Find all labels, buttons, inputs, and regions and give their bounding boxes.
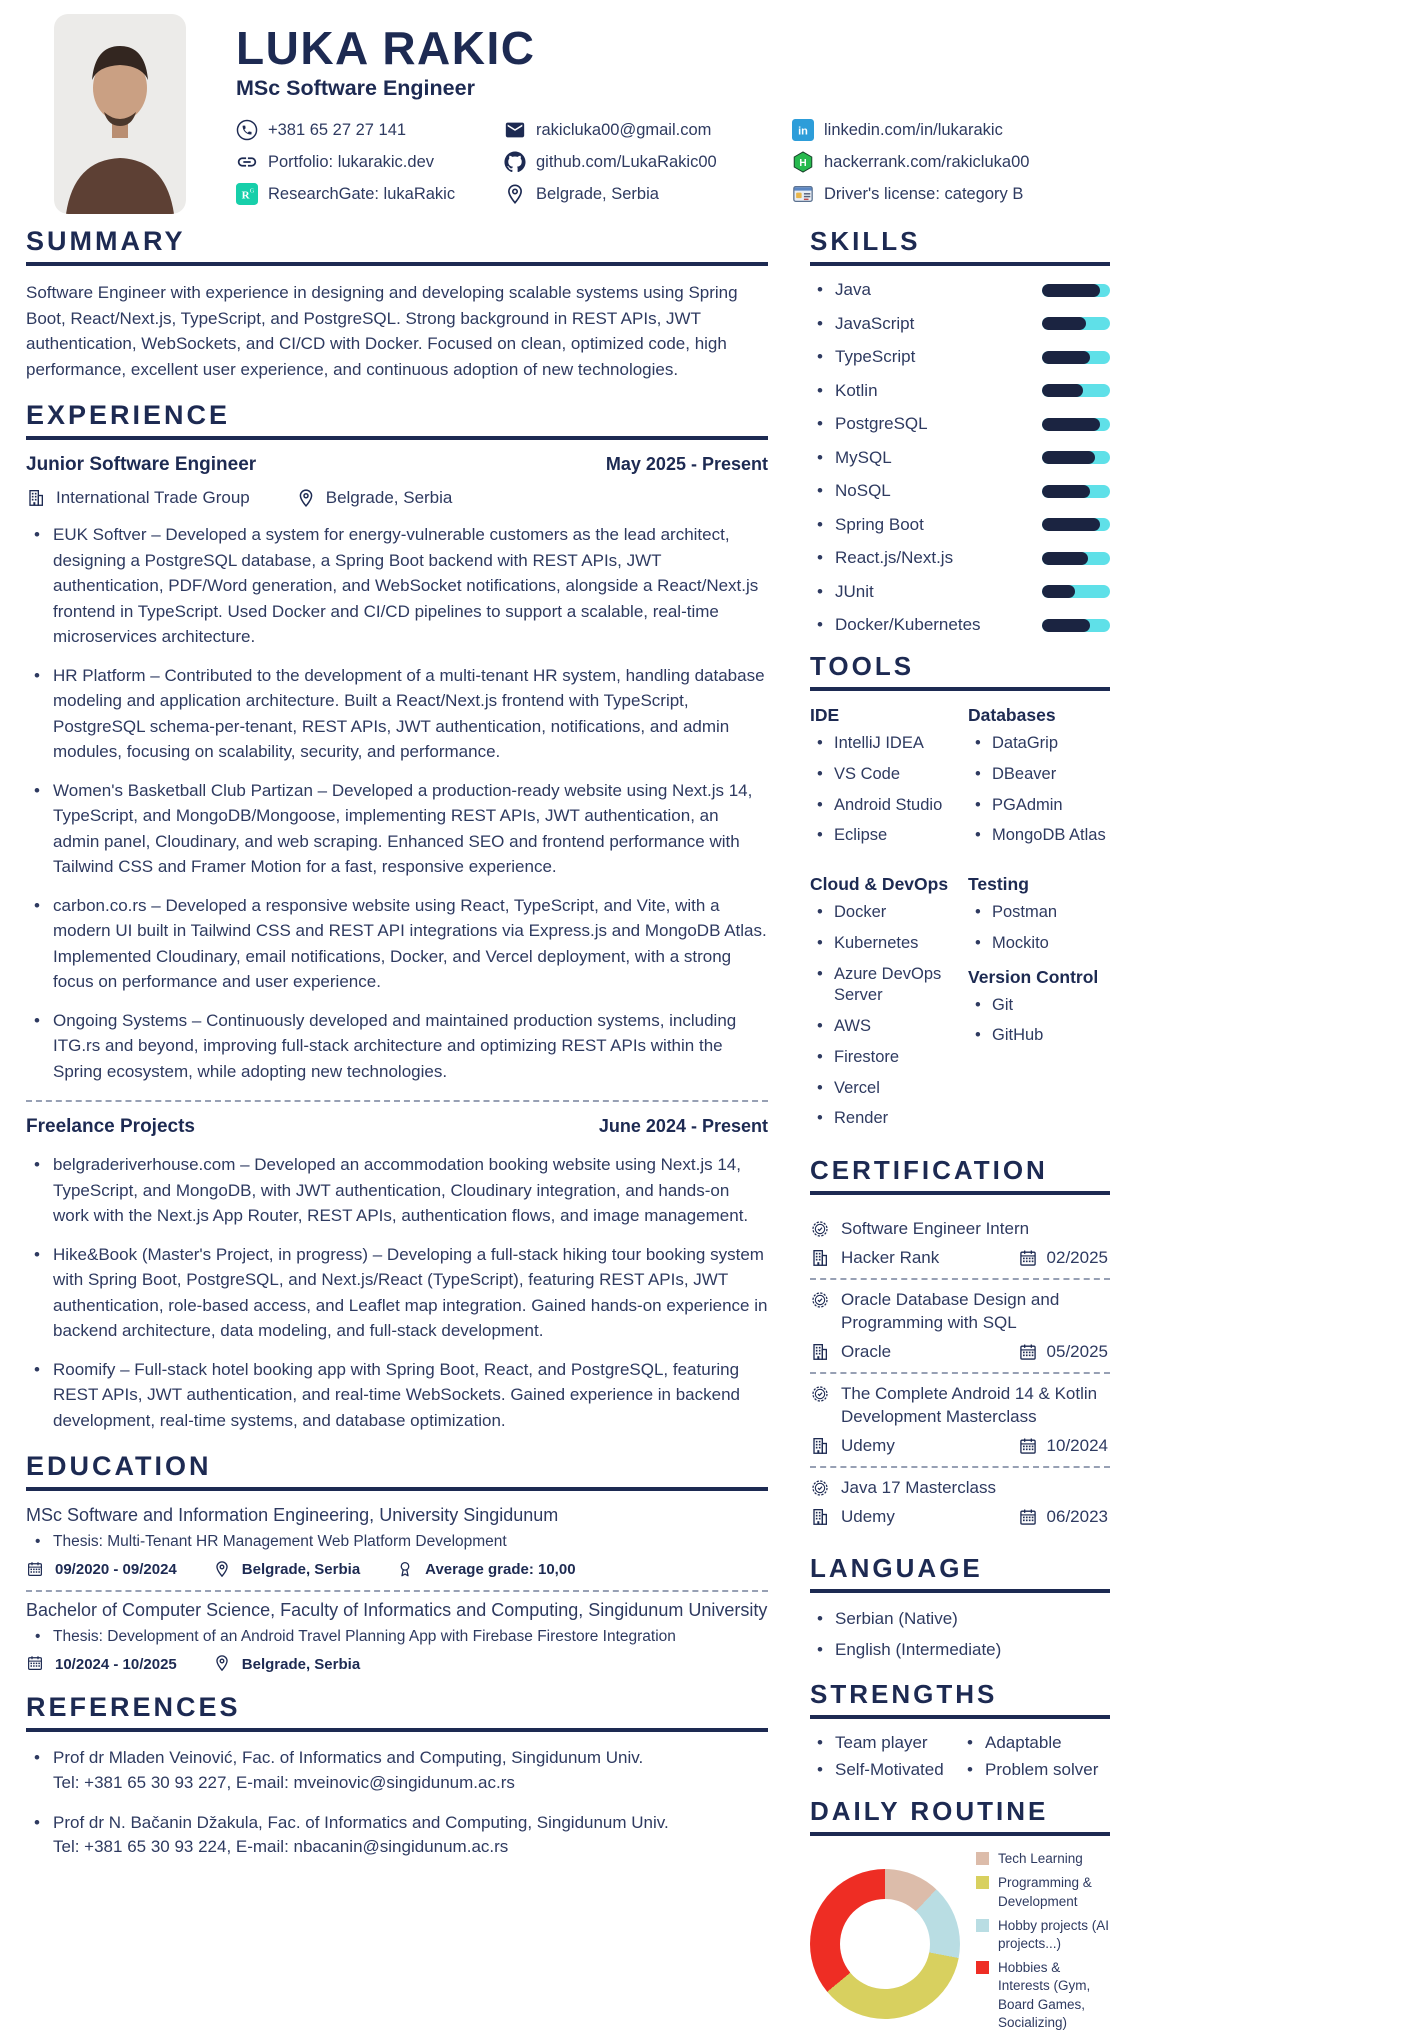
freelance-title: Freelance Projects: [26, 1116, 195, 1137]
tools-group-testing: [968, 874, 1110, 955]
skill-bar: [1042, 317, 1110, 330]
legend-item: [976, 1850, 1110, 1868]
skill-bar-fill: [1042, 619, 1090, 632]
skill-bar-fill: [1042, 518, 1100, 531]
skill-row: [810, 548, 1110, 568]
strength-item: • Self-Motivated: [810, 1760, 960, 1780]
certification-meta: [810, 1342, 1110, 1362]
skill-name: • Kotlin: [810, 381, 1042, 401]
job-location: [296, 488, 453, 508]
contact-location: [504, 183, 776, 205]
reference-item: [26, 1811, 768, 1860]
calendar-icon: [26, 1560, 46, 1580]
freelance-bullet: • Roomify – Full-stack hotel booking app with Spring Boot, React, and PostgreSQL, featuring REST APIs, JWT authentication, and real-time WebSockets. Gained experience in backend development, real-time systems, and database optimization.: [26, 1357, 768, 1434]
certification-issuer: Udemy: [810, 1436, 895, 1456]
link-icon: [236, 151, 258, 173]
certification-title: Software Engineer Intern: [841, 1219, 1030, 1239]
tool-item: • Kubernetes: [810, 933, 962, 955]
location-icon: [504, 183, 526, 205]
daily-routine-chart: [810, 1850, 1110, 2038]
skill-bar-fill: [1042, 284, 1100, 297]
linkedin-icon: [792, 119, 814, 141]
education-heading: EDUCATION: [26, 1451, 768, 1491]
person-name: LUKA RAKIC: [236, 22, 536, 74]
building-icon: [810, 1507, 830, 1527]
certification-section: [810, 1155, 1110, 1537]
legend-swatch: [976, 1852, 989, 1865]
legend-swatch: [976, 1961, 989, 1974]
tools-group-cloud-devops: [810, 874, 962, 1139]
tools-group-version-control: [968, 967, 1110, 1048]
reference-contact: Tel: +381 65 30 93 227, E-mail: mveinovic@singidunum.ac.rs: [53, 1773, 515, 1793]
skill-row: [810, 347, 1110, 367]
tools-group-title: Databases: [968, 705, 1056, 725]
skill-bar-fill: [1042, 552, 1088, 565]
phone-icon: [236, 119, 258, 141]
reference-name: • Prof dr Mladen Veinović, Fac. of Informatics and Computing, Singidunum Univ.: [53, 1748, 644, 1768]
tools-grid: [810, 705, 1110, 1139]
medal-icon: [396, 1560, 416, 1580]
legend-swatch: [976, 1919, 989, 1932]
tools-heading: TOOLS: [810, 651, 1110, 691]
tool-item: • DataGrip: [968, 733, 1110, 755]
education-grade: Average grade: 10,00: [396, 1560, 575, 1580]
certification-date: 06/2023: [1018, 1507, 1110, 1527]
building-icon: [810, 1342, 830, 1362]
calendar-icon: [1018, 1507, 1038, 1527]
certification-entry: [810, 1278, 1110, 1372]
strength-item: • Adaptable: [960, 1733, 1110, 1753]
skill-bar: [1042, 552, 1110, 565]
skill-bar-fill: [1042, 351, 1090, 364]
job-title: Junior Software Engineer: [26, 454, 257, 475]
tool-item: • Azure DevOps Server: [810, 964, 962, 1008]
freelance-bullet-list: [26, 1152, 768, 1433]
location-icon: [213, 1654, 233, 1674]
skill-bar: [1042, 384, 1110, 397]
job-company-text: International Trade Group: [56, 488, 250, 507]
contact-github[interactable]: [504, 151, 776, 173]
references-list: [26, 1746, 768, 1860]
strength-item: • Problem solver: [960, 1760, 1110, 1780]
tools-group-stack: [968, 874, 1110, 1139]
tool-item: • AWS: [810, 1016, 962, 1038]
skill-bar: [1042, 619, 1110, 632]
job-bullet-list: [26, 522, 768, 1084]
freelance-header: [26, 1116, 768, 1138]
education-meta: [26, 1560, 768, 1580]
svg-text:in: in: [798, 125, 808, 138]
researchgate-icon: [236, 183, 258, 205]
svg-text:H: H: [799, 158, 807, 170]
certification-entry: [810, 1372, 1110, 1466]
rosette-icon: [810, 1219, 830, 1239]
legend-label: Hobby projects (AI projects...): [998, 1917, 1110, 1951]
skill-name: • JavaScript: [810, 314, 1042, 334]
contact-portfolio-text[interactable]: Portfolio: lukarakic.dev: [268, 152, 434, 171]
contact-hackerrank[interactable]: [792, 151, 1414, 173]
calendar-icon: [1018, 1248, 1038, 1268]
education-thesis: • Thesis: Development of an Android Travel Planning App with Firebase Firestore Integration: [26, 1626, 768, 1648]
certification-issuer: Hacker Rank: [810, 1248, 939, 1268]
job-bullet: • HR Platform – Contributed to the development of a multi-tenant HR system, handling database modeling and application architecture. Built a React/Next.js frontend with TypeScript, PostgreSQL schema-per-tenant, REST APIs, JWT authentication, notifications, and admin modules, focusing on scalability, security, and performance.: [26, 663, 768, 765]
job-dates: May 2025 - Present: [605, 454, 768, 474]
daily-routine-section: [810, 1796, 1110, 2038]
location-icon: [296, 488, 316, 508]
freelance-dates: June 2024 - Present: [598, 1116, 768, 1136]
job-location-text: Belgrade, Serbia: [325, 488, 453, 507]
contact-phone-text: +381 65 27 27 141: [268, 120, 407, 139]
education-thesis: • Thesis: Multi-Tenant HR Management Web Platform Development: [26, 1531, 768, 1553]
skill-bar: [1042, 351, 1110, 364]
contact-drivers-license-text: Driver's license: category B: [824, 184, 1024, 203]
language-list: [810, 1607, 1110, 1663]
reference-contact: Tel: +381 65 30 93 224, E-mail: nbacanin@singidunum.ac.rs: [53, 1837, 509, 1857]
skill-bar-fill: [1042, 485, 1090, 498]
contact-researchgate-text[interactable]: ResearchGate: lukaRakic: [268, 184, 456, 203]
skill-row: [810, 582, 1110, 602]
calendar-icon: [26, 1654, 46, 1674]
id-card-icon: [792, 183, 814, 205]
education-degree: Bachelor of Computer Science, Faculty of Informatics and Computing, Singidunum University: [26, 1599, 768, 1620]
summary-section: [26, 226, 768, 382]
tool-item: • PGAdmin: [968, 795, 1110, 817]
skill-row: [810, 280, 1110, 300]
skill-name: • NoSQL: [810, 481, 1042, 501]
tool-item: • DBeaver: [968, 764, 1110, 786]
github-icon: [504, 151, 526, 173]
skill-bar-fill: [1042, 384, 1083, 397]
tools-group-title: IDE: [810, 705, 840, 725]
reference-name: • Prof dr N. Bačanin Džakula, Fac. of Informatics and Computing, Singidunum Univ.: [53, 1812, 669, 1832]
tool-item: • IntelliJ IDEA: [810, 733, 962, 755]
skill-bar: [1042, 418, 1110, 431]
skill-bar: [1042, 451, 1110, 464]
skill-bar-fill: [1042, 451, 1095, 464]
job-bullet: • EUK Softver – Developed a system for energy-vulnerable customers as the lead architect, designing a PostgreSQL database, a Spring Boot backend with REST APIs, JWT authentication, PDF/Word generation, and WebSocket notifications, alongside a React/Next.js frontend in TypeScript. Used Docker and CI/CD pipelines to support a scalable, real-time microservices architecture.: [26, 522, 768, 650]
tool-item: • Vercel: [810, 1078, 962, 1100]
right-column: [810, 220, 1110, 2038]
header: [0, 0, 1414, 214]
freelance-bullet: • Hike&Book (Master's Project, in progress) – Developing a full-stack hiking tour booking system with Spring Boot, PostgreSQL, and Next.js/React (TypeScript), featuring REST APIs, JWT authentication, role-based access, and Leaflet map integration. Gained hands-on experience in backend architecture, data modeling, and full-stack development.: [26, 1242, 768, 1344]
svg-text:G: G: [249, 188, 255, 195]
summary-heading: SUMMARY: [26, 226, 768, 266]
tools-group-ide: [810, 705, 962, 856]
reference-item: [26, 1746, 768, 1795]
strength-item: • Team player: [810, 1733, 960, 1753]
education-meta: [26, 1654, 768, 1674]
strengths-grid: [810, 1733, 1110, 1780]
skill-name: • React.js/Next.js: [810, 548, 1042, 568]
skill-bar-fill: [1042, 585, 1075, 598]
rosette-icon: [810, 1290, 830, 1310]
certification-title-row: [810, 1289, 1110, 1335]
daily-routine-heading: DAILY ROUTINE: [810, 1796, 1110, 1836]
contact-email[interactable]: [504, 119, 776, 141]
header-main: [236, 14, 1414, 214]
certification-issuer: Oracle: [810, 1342, 891, 1362]
contact-drivers-license: [792, 183, 1414, 205]
references-heading: REFERENCES: [26, 1692, 768, 1732]
section-divider: [26, 1100, 768, 1102]
certification-meta: [810, 1436, 1110, 1456]
skill-row: [810, 448, 1110, 468]
contact-hackerrank-text[interactable]: hackerrank.com/rakicluka00: [824, 152, 1030, 171]
job-bullet: • carbon.co.rs – Developed a responsive website using React, TypeScript, and Vite, with a modern UI built in Tailwind CSS and REST API integrations via Express.js and MongoDB Atlas. Implemented Cloudinary, email notifications, Docker, and Vercel deployment, with a strong focus on performance and user experience.: [26, 893, 768, 995]
job-bullet: • Ongoing Systems – Continuously developed and maintained production systems, including ITG.rs and beyond, improving full-stack architecture and optimizing REST APIs within the Spring ecosystem, while adopting new technologies.: [26, 1008, 768, 1085]
language-item: • English (Intermediate): [810, 1638, 1110, 1663]
skill-bar: [1042, 284, 1110, 297]
contact-linkedin-text[interactable]: linkedin.com/in/lukarakic: [824, 120, 1003, 139]
daily-routine-donut: [810, 1869, 960, 2019]
tool-item: • Git: [968, 995, 1110, 1017]
strengths-section: [810, 1679, 1110, 1780]
skill-bar: [1042, 485, 1110, 498]
calendar-icon: [1018, 1342, 1038, 1362]
education-location: Belgrade, Serbia: [213, 1560, 360, 1580]
tool-item: • Firestore: [810, 1047, 962, 1069]
legend-label: Tech Learning: [998, 1851, 1083, 1867]
certification-title-row: [810, 1218, 1110, 1241]
skills-section: [810, 226, 1110, 635]
tool-item: • Docker: [810, 902, 962, 924]
references-section: [26, 1692, 768, 1860]
tool-item: • MongoDB Atlas: [968, 825, 1110, 847]
skill-name: • TypeScript: [810, 347, 1042, 367]
skill-name: • MySQL: [810, 448, 1042, 468]
skill-row: [810, 515, 1110, 535]
certification-entry: [810, 1209, 1110, 1278]
skill-bar: [1042, 585, 1110, 598]
tools-group-title: Testing: [968, 874, 1029, 895]
experience-heading: EXPERIENCE: [26, 400, 768, 440]
tool-item: • VS Code: [810, 764, 962, 786]
building-icon: [810, 1248, 830, 1268]
certification-meta: [810, 1507, 1110, 1527]
contact-portfolio[interactable]: [236, 151, 488, 173]
education-divider: [26, 1590, 768, 1592]
skill-row: [810, 414, 1110, 434]
tool-item: • Postman: [968, 902, 1110, 924]
education-dates: 09/2020 - 09/2024: [26, 1560, 177, 1580]
certification-title: Oracle Database Design and Programming with SQL: [841, 1290, 1060, 1333]
calendar-icon: [1018, 1436, 1038, 1456]
certification-title: The Complete Android 14 & Kotlin Development Masterclass: [841, 1384, 1098, 1426]
profile-photo: [54, 14, 186, 214]
certification-date: 05/2025: [1018, 1342, 1110, 1362]
strengths-heading: STRENGTHS: [810, 1679, 1110, 1719]
certification-title: Java 17 Masterclass: [841, 1477, 996, 1497]
tools-group-title: Cloud & DevOps: [810, 874, 949, 895]
tool-item: • Mockito: [968, 933, 1110, 955]
certification-title-row: [810, 1477, 1110, 1500]
legend-label: Hobbies & Interests (Gym, Board Games, Socializing): [998, 1960, 1091, 2030]
tool-item: • GitHub: [968, 1025, 1110, 1047]
job-header: [26, 454, 768, 476]
rosette-icon: [810, 1384, 830, 1404]
legend-label: Programming & Development: [998, 1875, 1092, 1909]
job-bullet: • Women's Basketball Club Partizan – Developed a production-ready website using Next.js 14, TypeScript, and MongoDB/Mongoose, implementing REST APIs, JWT authentication, an admin panel, Cloudinary, and web scraping. Enhanced SEO and frontend performance with Tailwind CSS and Framer Motion for a fast, responsive experience.: [26, 778, 768, 880]
legend-item: [976, 1959, 1110, 2032]
rosette-icon: [810, 1478, 830, 1498]
contact-location-text: Belgrade, Serbia: [536, 184, 659, 203]
job-meta: [26, 488, 768, 508]
tools-section: [810, 651, 1110, 1139]
skill-row: [810, 615, 1110, 635]
certification-meta: [810, 1248, 1110, 1268]
language-item: • Serbian (Native): [810, 1607, 1110, 1632]
tools-group-databases: [968, 705, 1110, 856]
legend-item: [976, 1874, 1110, 1910]
skill-bar-fill: [1042, 418, 1100, 431]
contact-phone: [236, 119, 488, 141]
certification-heading: CERTIFICATION: [810, 1155, 1110, 1195]
education-location: Belgrade, Serbia: [213, 1654, 360, 1674]
skill-bar: [1042, 518, 1110, 531]
skill-name: • Java: [810, 280, 1042, 300]
hackerrank-icon: [792, 151, 814, 173]
contact-grid: [236, 119, 1414, 205]
legend-item: [976, 1917, 1110, 1953]
tool-item: • Eclipse: [810, 825, 962, 847]
person-title: MSc Software Engineer: [236, 76, 475, 101]
experience-section: [26, 400, 768, 1433]
tool-item: • Android Studio: [810, 795, 962, 817]
skill-name: • JUnit: [810, 582, 1042, 602]
email-icon: [504, 119, 526, 141]
education-entry: [26, 1505, 768, 1580]
certification-issuer: Udemy: [810, 1507, 895, 1527]
skill-bar-fill: [1042, 317, 1086, 330]
certification-entry: [810, 1466, 1110, 1537]
skills-heading: SKILLS: [810, 226, 1110, 266]
daily-routine-legend: [976, 1850, 1110, 2038]
contact-linkedin[interactable]: [792, 119, 1414, 141]
freelance-bullet: • belgraderiverhouse.com – Developed an accommodation booking website using Next.js 14, TypeScript, and MongoDB, with JWT authentication, Cloudinary integration, and hands-on work with the Next.js App Router, REST APIs, authentication flows, and image management.: [26, 1152, 768, 1229]
education-degree: MSc Software and Information Engineering, University Singidunum: [26, 1505, 559, 1525]
skill-name: • PostgreSQL: [810, 414, 1042, 434]
skill-row: [810, 481, 1110, 501]
job-company: [26, 488, 250, 508]
skill-row: [810, 381, 1110, 401]
certification-date: 02/2025: [1018, 1248, 1110, 1268]
legend-swatch: [976, 1876, 989, 1889]
left-column: [26, 220, 768, 2038]
building-icon: [810, 1436, 830, 1456]
language-heading: LANGUAGE: [810, 1553, 1110, 1593]
skill-row: [810, 314, 1110, 334]
contact-researchgate[interactable]: [236, 183, 488, 205]
language-section: [810, 1553, 1110, 1663]
building-icon: [26, 488, 46, 508]
contact-email-text[interactable]: rakicluka00@gmail.com: [536, 120, 712, 139]
education-section: [26, 1451, 768, 1674]
contact-github-text[interactable]: github.com/LukaRakic00: [536, 152, 717, 171]
skill-name: • Docker/Kubernetes: [810, 615, 1042, 635]
tools-group-title: Version Control: [968, 966, 1099, 987]
education-dates: 10/2024 - 10/2025: [26, 1654, 177, 1674]
summary-text: Software Engineer with experience in designing and developing scalable systems using Spring Boot, React/Next.js, TypeScript, and PostgreSQL. Strong background in REST APIs, JWT authentication, WebSockets, and CI/CD with Docker. Focused on clean, optimized code, high performance, excellent user experience, and continuous adoption of new technologies.: [26, 283, 738, 379]
education-entry: [26, 1600, 768, 1675]
svg-text:R: R: [241, 189, 250, 202]
certification-date: 10/2024: [1018, 1436, 1110, 1456]
skill-name: • Spring Boot: [810, 515, 1042, 535]
tool-item: • Render: [810, 1108, 962, 1130]
content-columns: [0, 214, 1414, 2038]
location-icon: [213, 1560, 233, 1580]
certification-title-row: [810, 1383, 1110, 1429]
